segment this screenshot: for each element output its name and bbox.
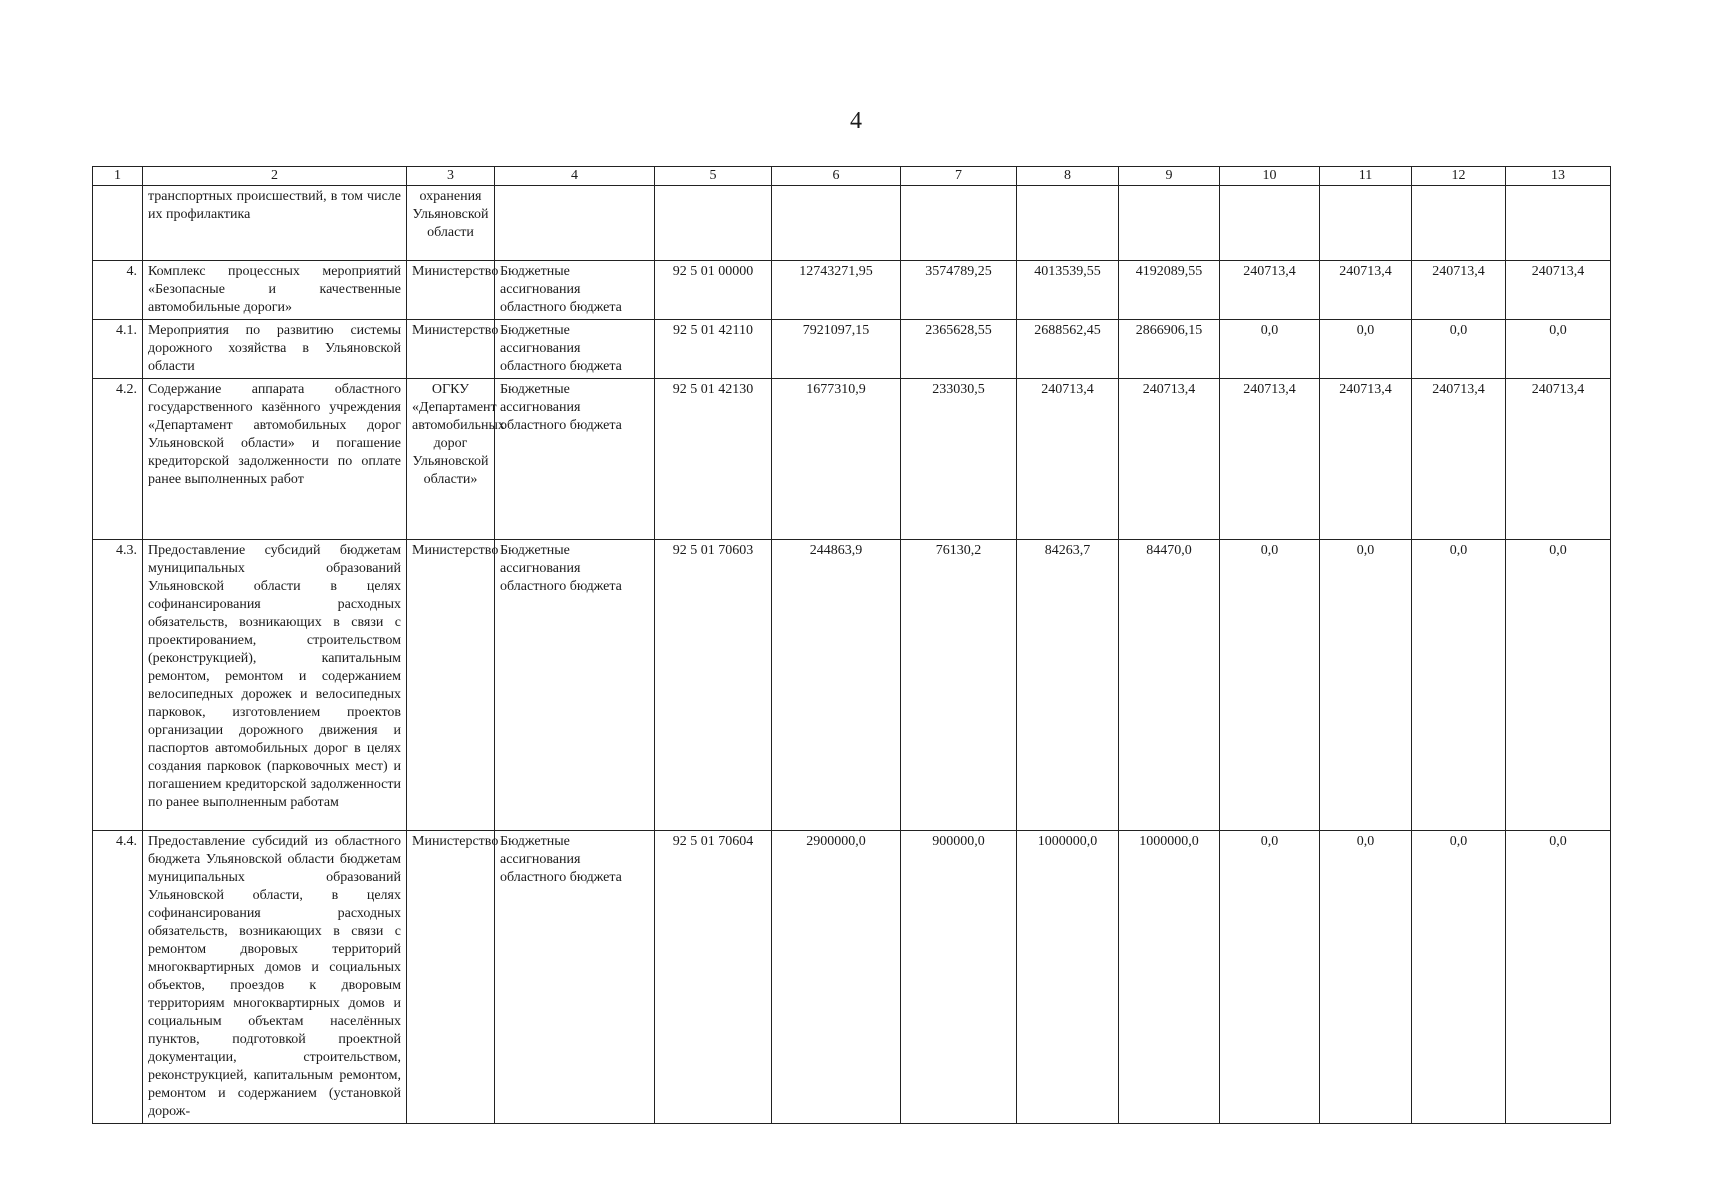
value-col-13: 240713,4 bbox=[1506, 379, 1611, 540]
value-col-10: 240713,4 bbox=[1220, 261, 1320, 320]
row-number: 4.3. bbox=[93, 540, 143, 831]
value-col-12: 0,0 bbox=[1412, 831, 1506, 1124]
row-number bbox=[93, 186, 143, 261]
column-header: 12 bbox=[1412, 167, 1506, 186]
value-col-12 bbox=[1412, 186, 1506, 261]
table-row bbox=[93, 186, 1611, 261]
value-col-10: 0,0 bbox=[1220, 540, 1320, 831]
budget-code: 92 5 01 70603 bbox=[655, 540, 772, 831]
value-col-9: 84470,0 bbox=[1119, 540, 1220, 831]
column-header: 1 bbox=[93, 167, 143, 186]
executor: Министерство bbox=[407, 831, 495, 1124]
row-number: 4.1. bbox=[93, 320, 143, 379]
value-col-13: 0,0 bbox=[1506, 540, 1611, 831]
page-number: 4 bbox=[850, 108, 862, 134]
value-total: 1677310,9 bbox=[772, 379, 901, 540]
value-col-9: 240713,4 bbox=[1119, 379, 1220, 540]
funding-source: Бюджетные ассигнования областного бюджета bbox=[495, 379, 655, 540]
budget-code: 92 5 01 42130 bbox=[655, 379, 772, 540]
table-row bbox=[93, 379, 1611, 540]
value-total: 12743271,95 bbox=[772, 261, 901, 320]
funding-source bbox=[495, 186, 655, 261]
value-col-13: 0,0 bbox=[1506, 831, 1611, 1124]
row-number: 4. bbox=[93, 261, 143, 320]
budget-code: 92 5 01 00000 bbox=[655, 261, 772, 320]
value-col-12: 240713,4 bbox=[1412, 379, 1506, 540]
value-col-12: 0,0 bbox=[1412, 540, 1506, 831]
column-header: 5 bbox=[655, 167, 772, 186]
column-header: 11 bbox=[1320, 167, 1412, 186]
value-col-9 bbox=[1119, 186, 1220, 261]
executor: Министерство bbox=[407, 320, 495, 379]
value-total bbox=[772, 186, 901, 261]
column-header: 6 bbox=[772, 167, 901, 186]
column-header: 3 bbox=[407, 167, 495, 186]
value-col-11: 0,0 bbox=[1320, 320, 1412, 379]
value-col-9: 4192089,55 bbox=[1119, 261, 1220, 320]
budget-table bbox=[92, 166, 1611, 1124]
funding-source: Бюджетные ассигнования областного бюджета bbox=[495, 831, 655, 1124]
column-header: 7 bbox=[901, 167, 1017, 186]
value-col-8: 1000000,0 bbox=[1017, 831, 1119, 1124]
measure-name: Предоставление субсидий из областного бюджета Ульяновской области бюджетам муниципальных образований Ульяновской области, в целях софинансирования расходных обязательств, возникающих в связи с ремонтом дворовых территорий многоквартирных домов и социальных объектов, проездов к дворовым территориям многоквартирных домов и социальным объектам населённых пунктов, подготовкой проектной документации, строительством, реконструкцией, капитальным ремонтом, ремонтом и содержанием (установкой дорож- bbox=[143, 831, 407, 1124]
value-col-12: 0,0 bbox=[1412, 320, 1506, 379]
value-col-11: 0,0 bbox=[1320, 831, 1412, 1124]
column-header: 2 bbox=[143, 167, 407, 186]
executor: Министерство bbox=[407, 261, 495, 320]
value-col-7 bbox=[901, 186, 1017, 261]
value-col-13: 240713,4 bbox=[1506, 261, 1611, 320]
value-col-10: 0,0 bbox=[1220, 320, 1320, 379]
value-col-7: 233030,5 bbox=[901, 379, 1017, 540]
value-total: 2900000,0 bbox=[772, 831, 901, 1124]
executor: ОГКУ «Департамент автомобильных дорог Ульяновской области» bbox=[407, 379, 495, 540]
value-col-10: 0,0 bbox=[1220, 831, 1320, 1124]
measure-name: Предоставление субсидий бюджетам муниципальных образований Ульяновской области в целях софинансирования расходных обязательств, возникающих в связи с проектированием, строительством (реконструкцией), капитальным ремонтом, ремонтом и содержанием велосипедных дорожек и велосипедных парковок, изготовлением проектов организации дорожного движения и паспортов автомобильных дорог в целях создания парковок (парковочных мест) и погашением кредиторской задолженности по ранее выполненным работам bbox=[143, 540, 407, 831]
value-col-7: 76130,2 bbox=[901, 540, 1017, 831]
value-col-11: 240713,4 bbox=[1320, 379, 1412, 540]
header-row bbox=[93, 167, 1611, 186]
value-col-9: 2866906,15 bbox=[1119, 320, 1220, 379]
value-total: 244863,9 bbox=[772, 540, 901, 831]
funding-source: Бюджетные ассигнования областного бюджета bbox=[495, 540, 655, 831]
budget-code: 92 5 01 70604 bbox=[655, 831, 772, 1124]
value-col-11: 0,0 bbox=[1320, 540, 1412, 831]
row-number: 4.4. bbox=[93, 831, 143, 1124]
table-row bbox=[93, 261, 1611, 320]
column-header: 8 bbox=[1017, 167, 1119, 186]
table-row bbox=[93, 540, 1611, 831]
column-header: 4 bbox=[495, 167, 655, 186]
column-header: 13 bbox=[1506, 167, 1611, 186]
value-col-13: 0,0 bbox=[1506, 320, 1611, 379]
value-col-11: 240713,4 bbox=[1320, 261, 1412, 320]
value-col-8: 2688562,45 bbox=[1017, 320, 1119, 379]
value-col-13 bbox=[1506, 186, 1611, 261]
value-col-12: 240713,4 bbox=[1412, 261, 1506, 320]
executor: охранения Ульяновской области bbox=[407, 186, 495, 261]
value-col-8: 240713,4 bbox=[1017, 379, 1119, 540]
column-header: 9 bbox=[1119, 167, 1220, 186]
value-col-11 bbox=[1320, 186, 1412, 261]
value-col-9: 1000000,0 bbox=[1119, 831, 1220, 1124]
value-col-8: 84263,7 bbox=[1017, 540, 1119, 831]
value-col-10 bbox=[1220, 186, 1320, 261]
value-col-8: 4013539,55 bbox=[1017, 261, 1119, 320]
budget-code: 92 5 01 42110 bbox=[655, 320, 772, 379]
measure-name: Мероприятия по развитию системы дорожного хозяйства в Ульяновской области bbox=[143, 320, 407, 379]
measure-name: Содержание аппарата областного государственного казённого учреждения «Департамент автомобильных дорог Ульяновской области» и погашение кредиторской задолженности по оплате ранее выполненных работ bbox=[143, 379, 407, 540]
value-col-8 bbox=[1017, 186, 1119, 261]
column-header: 10 bbox=[1220, 167, 1320, 186]
row-number: 4.2. bbox=[93, 379, 143, 540]
measure-name: транспортных происшествий, в том числе их профилактика bbox=[143, 186, 407, 261]
budget-code bbox=[655, 186, 772, 261]
value-col-7: 900000,0 bbox=[901, 831, 1017, 1124]
value-col-7: 3574789,25 bbox=[901, 261, 1017, 320]
executor: Министерство bbox=[407, 540, 495, 831]
value-total: 7921097,15 bbox=[772, 320, 901, 379]
funding-source: Бюджетные ассигнования областного бюджета bbox=[495, 320, 655, 379]
table-row bbox=[93, 320, 1611, 379]
measure-name: Комплекс процессных мероприятий «Безопасные и качественные автомобильные дороги» bbox=[143, 261, 407, 320]
value-col-10: 240713,4 bbox=[1220, 379, 1320, 540]
table-row bbox=[93, 831, 1611, 1124]
funding-source: Бюджетные ассигнования областного бюджета bbox=[495, 261, 655, 320]
value-col-7: 2365628,55 bbox=[901, 320, 1017, 379]
